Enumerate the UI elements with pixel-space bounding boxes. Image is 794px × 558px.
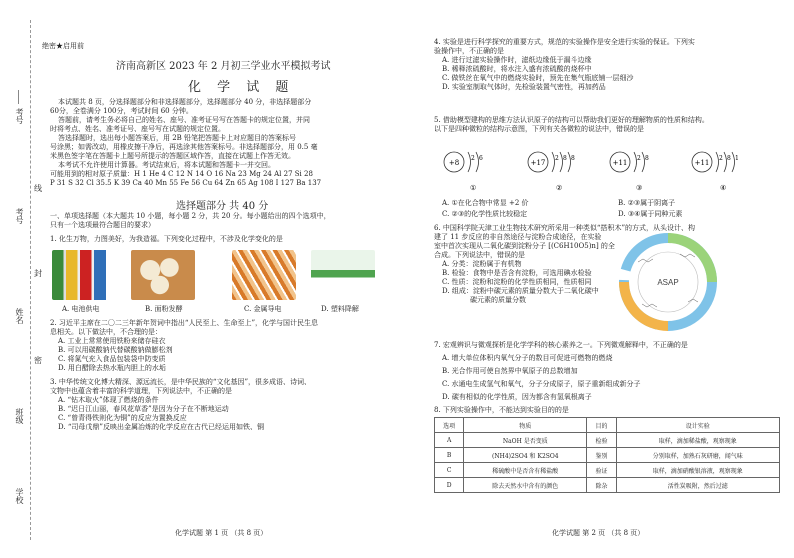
table-cell: 除杂 bbox=[587, 478, 616, 493]
q4-stem: 4. 实验是进行科学探究的重要方式，规范的实验操作是安全进行实验的保证。下列实 bbox=[434, 38, 695, 46]
svg-text:2: 2 bbox=[555, 155, 559, 162]
table-cell: 检验 bbox=[587, 433, 616, 448]
svg-text:2: 2 bbox=[637, 155, 641, 162]
battery-image bbox=[52, 250, 116, 300]
q2-option-b: B. 可以用碳酸钠代替碳酸钠做膨松剂 bbox=[58, 346, 173, 354]
copper-wire-image bbox=[232, 250, 296, 300]
q2-option-c: C. 将氮气充入食品包装袋中防变质 bbox=[58, 355, 166, 363]
intro-line: 米黑色签字笔在答题卡上题号所提示的答题区域作答，直接在试题上作答无效。 bbox=[50, 152, 295, 160]
q2-stem: 息相关。以下做法中，不合理的是： bbox=[50, 328, 162, 336]
atom-1 bbox=[444, 152, 483, 192]
table-cell: 取样，滴加硝酸银溶液，观察现象 bbox=[616, 463, 779, 478]
q5-option-c: C. ②③的化学性质比较稳定 bbox=[442, 210, 528, 218]
intro-line: 本试题共 8 页，分选择题部分和非选择题部分，选择题部分 40 分，非选择题部分 bbox=[58, 98, 312, 106]
intro-line: 60分，全卷满分 100分，考试时间 60 分钟。 bbox=[50, 107, 193, 115]
table-header: 选项 bbox=[435, 418, 464, 433]
svg-text:+17: +17 bbox=[530, 159, 546, 167]
svg-text:1: 1 bbox=[735, 155, 739, 162]
q6-stem: 室中首次实现从二氧化碳到淀粉分子 [(C6H10O5)n] 的全 bbox=[434, 242, 615, 250]
q4-option-b: B. 稀释浓硫酸时，将水注入盛有浓硫酸的烧杯中 bbox=[442, 65, 592, 73]
q4-option-a: A. 进行过滤实验操作时，滤纸边缘低于漏斗边缘 bbox=[442, 56, 592, 64]
q3-stem: 文物中也蕴含着丰富的科学道理，下列说法中，不正确的是 bbox=[50, 387, 232, 395]
table-header: 目的 bbox=[587, 418, 616, 433]
table-cell: 分别取样，加熟石灰研磨，闻气味 bbox=[616, 448, 779, 463]
q7-option-b: B. 光合作用可使自然界中氧原子的总数增加 bbox=[442, 367, 578, 375]
binding-dashed-line bbox=[30, 20, 31, 540]
q3-option-a: A. “钻木取火”体现了燃烧的条件 bbox=[58, 396, 159, 404]
table-header: 设计实验 bbox=[616, 418, 779, 433]
plastic-bag-image bbox=[311, 250, 375, 300]
svg-text:+11: +11 bbox=[612, 159, 628, 167]
wheel-center-label: ASAP bbox=[657, 278, 679, 287]
table-cell: D bbox=[435, 478, 464, 493]
table-cell: A bbox=[435, 433, 464, 448]
q1-stem: 1. 化生万物，力图美好，为我造福。下列变化过程中，不涉及化学变化的是 bbox=[50, 235, 283, 243]
margin-label-1: 考号 bbox=[15, 108, 24, 124]
q6-stem: 建了 11 步反应的非自然途径与淀粉合成途径，在实验 bbox=[434, 233, 602, 241]
secret-mark: 绝密★启用前 bbox=[42, 42, 84, 50]
q6-option-b: B. 检验：食物中是否含有淀粉，可选用碘水检验 bbox=[442, 269, 592, 277]
atom-structure-diagrams bbox=[440, 146, 780, 196]
q3-option-b: B. “迟日江山丽，春风花草香”是因为分子在不断地运动 bbox=[58, 405, 229, 413]
intro-line: P 31 S 32 Cl 35.5 K 39 Ca 40 Mn 55 Fe 56 Cu 64 Zn 65 Ag 108 I 127 Ba 137 bbox=[50, 179, 322, 187]
q5-option-d: D. ③④属于同种元素 bbox=[618, 210, 683, 218]
q7-option-a: A. 增大单位体积内氧气分子的数目可促进可燃物的燃烧 bbox=[442, 354, 613, 362]
q5-option-b: B. ②③属于阴离子 bbox=[618, 199, 676, 207]
svg-text:①: ① bbox=[470, 184, 477, 192]
svg-text:③: ③ bbox=[636, 184, 643, 192]
q5-stem: 5. 借助模型建构的思维方法认识原子的结构可以帮助我们更好的理解物质的性质和结构。 bbox=[434, 116, 709, 124]
table-cell: 鉴别 bbox=[587, 448, 616, 463]
q4-stem: 验操作中，不正确的是 bbox=[434, 47, 504, 55]
table-header: 物质 bbox=[464, 418, 587, 433]
table-cell: 验证 bbox=[587, 463, 616, 478]
steamed-bun-image bbox=[131, 250, 195, 300]
intro-line: 答选择题时，选出每小题答案后，用 2B 铅笔把答题卡上对应题目的答案标号 bbox=[58, 134, 297, 142]
cut-mark-secret: 密 bbox=[34, 356, 42, 365]
svg-text:+8: +8 bbox=[448, 159, 460, 167]
q3-stem: 3. 中华传统文化博大精深、源远流长，是中华民族的“文化基因”，很多成语、诗词、 bbox=[50, 378, 312, 386]
q1-option-b: B. 面粉发酵 bbox=[145, 305, 183, 313]
table-row bbox=[435, 433, 780, 448]
atom-4 bbox=[692, 152, 739, 192]
table-row bbox=[435, 448, 780, 463]
atom-2 bbox=[528, 152, 575, 192]
svg-text:2: 2 bbox=[719, 155, 723, 162]
intro-line: 答题前，请考生务必将自己的姓名、座号、准考证号写在答题卡的规定位置，并同 bbox=[58, 116, 310, 124]
q7-stem: 7. 宏观辨识与微观探析是化学学科的核心素养之一。下列微观解释中，不正确的是 bbox=[434, 341, 688, 349]
svg-text:2: 2 bbox=[471, 155, 475, 162]
margin-label-school: 学校 bbox=[15, 488, 24, 504]
exam-title: 济南高新区 2023 年 2 月初三学业水平模拟考试 bbox=[116, 61, 331, 72]
q3-option-c: C. “曾青得铁则化为铜”的反应为置换反应 bbox=[58, 414, 187, 422]
table-row bbox=[435, 478, 780, 493]
starch-synthesis-wheel bbox=[618, 232, 718, 332]
page-footer-right: 化学试题 第 2 页 （共 8 页） bbox=[552, 529, 645, 537]
table-header-row bbox=[435, 418, 780, 433]
table-cell: (NH4)2SO4 和 K2SO4 bbox=[464, 448, 587, 463]
table-row bbox=[435, 463, 780, 478]
q2-stem: 2. 习近平主席在二〇二三年新年贺词中指出“人民至上、生命至上”，化学与国计民生息 bbox=[50, 319, 319, 327]
page-footer-left: 化学试题 第 1 页 （共 8 页） bbox=[175, 529, 268, 537]
q6-option-d: D. 组成：淀粉中碳元素的质量分数大于二氧化碳中 bbox=[442, 287, 599, 295]
table-cell: 稀硫酸中是否含有稀盐酸 bbox=[464, 463, 587, 478]
q6-stem: 6. 中国科学院天津工业生物技术研究所采用一种类似“搭积木”的方式，从头设计、构 bbox=[434, 224, 696, 232]
cut-mark-seal: 封 bbox=[34, 269, 42, 278]
svg-text:8: 8 bbox=[563, 155, 567, 162]
margin-underline bbox=[18, 90, 19, 104]
q6-option-c: C. 性质：淀粉和淀粉的化学性质相同，性质相同 bbox=[442, 278, 592, 286]
q3-option-d: D. “司母戊鼎”反映出金属冶炼的化学反应在古代已经运用如铁、铜 bbox=[58, 423, 264, 431]
q2-option-d: D. 用白醋除去热水瓶内胆上的水垢 bbox=[58, 364, 166, 372]
q1-option-c: C. 金属导电 bbox=[244, 305, 282, 313]
svg-text:②: ② bbox=[556, 184, 563, 192]
table-cell: 活性炭吸附，然后过滤 bbox=[616, 478, 779, 493]
table-cell: 除去天然水中含有的颜色 bbox=[464, 478, 587, 493]
q1-option-d: D. 塑料降解 bbox=[321, 305, 359, 313]
intro-line: 本考试不允许使用计算器。考试结束后，将本试题和答题卡一并交回。 bbox=[58, 161, 275, 169]
q5-option-a: A. ①在化合物中常显 +2 价 bbox=[442, 199, 529, 207]
svg-text:6: 6 bbox=[479, 155, 483, 162]
atom-3 bbox=[610, 152, 649, 192]
table-cell: 取样，滴加稀盐酸，观察现象 bbox=[616, 433, 779, 448]
q6-option-a: A. 分类：淀粉属于有机物 bbox=[442, 260, 522, 268]
q8-table bbox=[434, 417, 780, 493]
intro-line: 可能用到的相对原子质量：H 1 He 4 C 12 N 14 O 16 Na 23 Mg 24 Al 27 Si 28 bbox=[50, 170, 313, 178]
cut-mark-line: 线 bbox=[34, 184, 42, 193]
subject-title: 化 学 试 题 bbox=[188, 80, 295, 95]
q2-option-a: A. 工业上常常使用铁粉来储存硅衣 bbox=[58, 337, 166, 345]
margin-label-2: 考号 bbox=[15, 208, 24, 224]
section-title: 选择题部分 共 40 分 bbox=[176, 201, 269, 212]
table-cell: C bbox=[435, 463, 464, 478]
svg-text:8: 8 bbox=[571, 155, 575, 162]
q8-stem: 8. 下列实验操作中，不能达到实验目的的是 bbox=[434, 406, 569, 414]
q6-option-d-cont: 碳元素的质量分数 bbox=[470, 296, 526, 304]
intro-line: 时将考点、姓名、准考证号、座号写在试题的规定位置。 bbox=[50, 125, 225, 133]
q6-stem: 合成。下列说法中，错误的是 bbox=[434, 251, 525, 259]
q4-option-d: D. 实验室制取气体时，先检验装置气密性，再加药品 bbox=[442, 83, 606, 91]
intro-block bbox=[50, 98, 321, 188]
section-instruction: 一、单项选择题（本大题共 10 小题，每小题 2 分，共 20 分。每小题给出的四个选项中， bbox=[50, 212, 331, 220]
table-cell: NaOH 是否变质 bbox=[464, 433, 587, 448]
q4-option-c: C. 做铁丝在氧气中的燃烧实验时，预先在集气瓶底铺一层细沙 bbox=[442, 74, 634, 82]
q1-option-a: A. 电池供电 bbox=[62, 305, 100, 313]
svg-text:+11: +11 bbox=[694, 159, 710, 167]
svg-text:④: ④ bbox=[720, 184, 727, 192]
q5-stem: 以下是四种微粒的结构示意图，下列有关各微粒的说法中，错误的是 bbox=[434, 125, 644, 133]
section-instruction: 只有一个选项最符合题目的要求） bbox=[50, 221, 155, 229]
margin-label-name: 姓名 bbox=[15, 308, 24, 324]
q7-option-c: C. 水通电生成氢气和氧气，分子分成原子，原子重新组成新分子 bbox=[442, 380, 641, 388]
intro-line: 号涂黑；如需改动，用橡皮擦干净后，再选涂其他答案标号。非选择题部分，用 0.5 毫 bbox=[50, 143, 318, 151]
table-cell: B bbox=[435, 448, 464, 463]
svg-text:8: 8 bbox=[645, 155, 649, 162]
margin-label-class: 班级 bbox=[15, 408, 24, 424]
svg-text:8: 8 bbox=[727, 155, 731, 162]
q7-option-d: D. 碳有相似的化学性质，因为都含有氢氧根离子 bbox=[442, 393, 592, 401]
